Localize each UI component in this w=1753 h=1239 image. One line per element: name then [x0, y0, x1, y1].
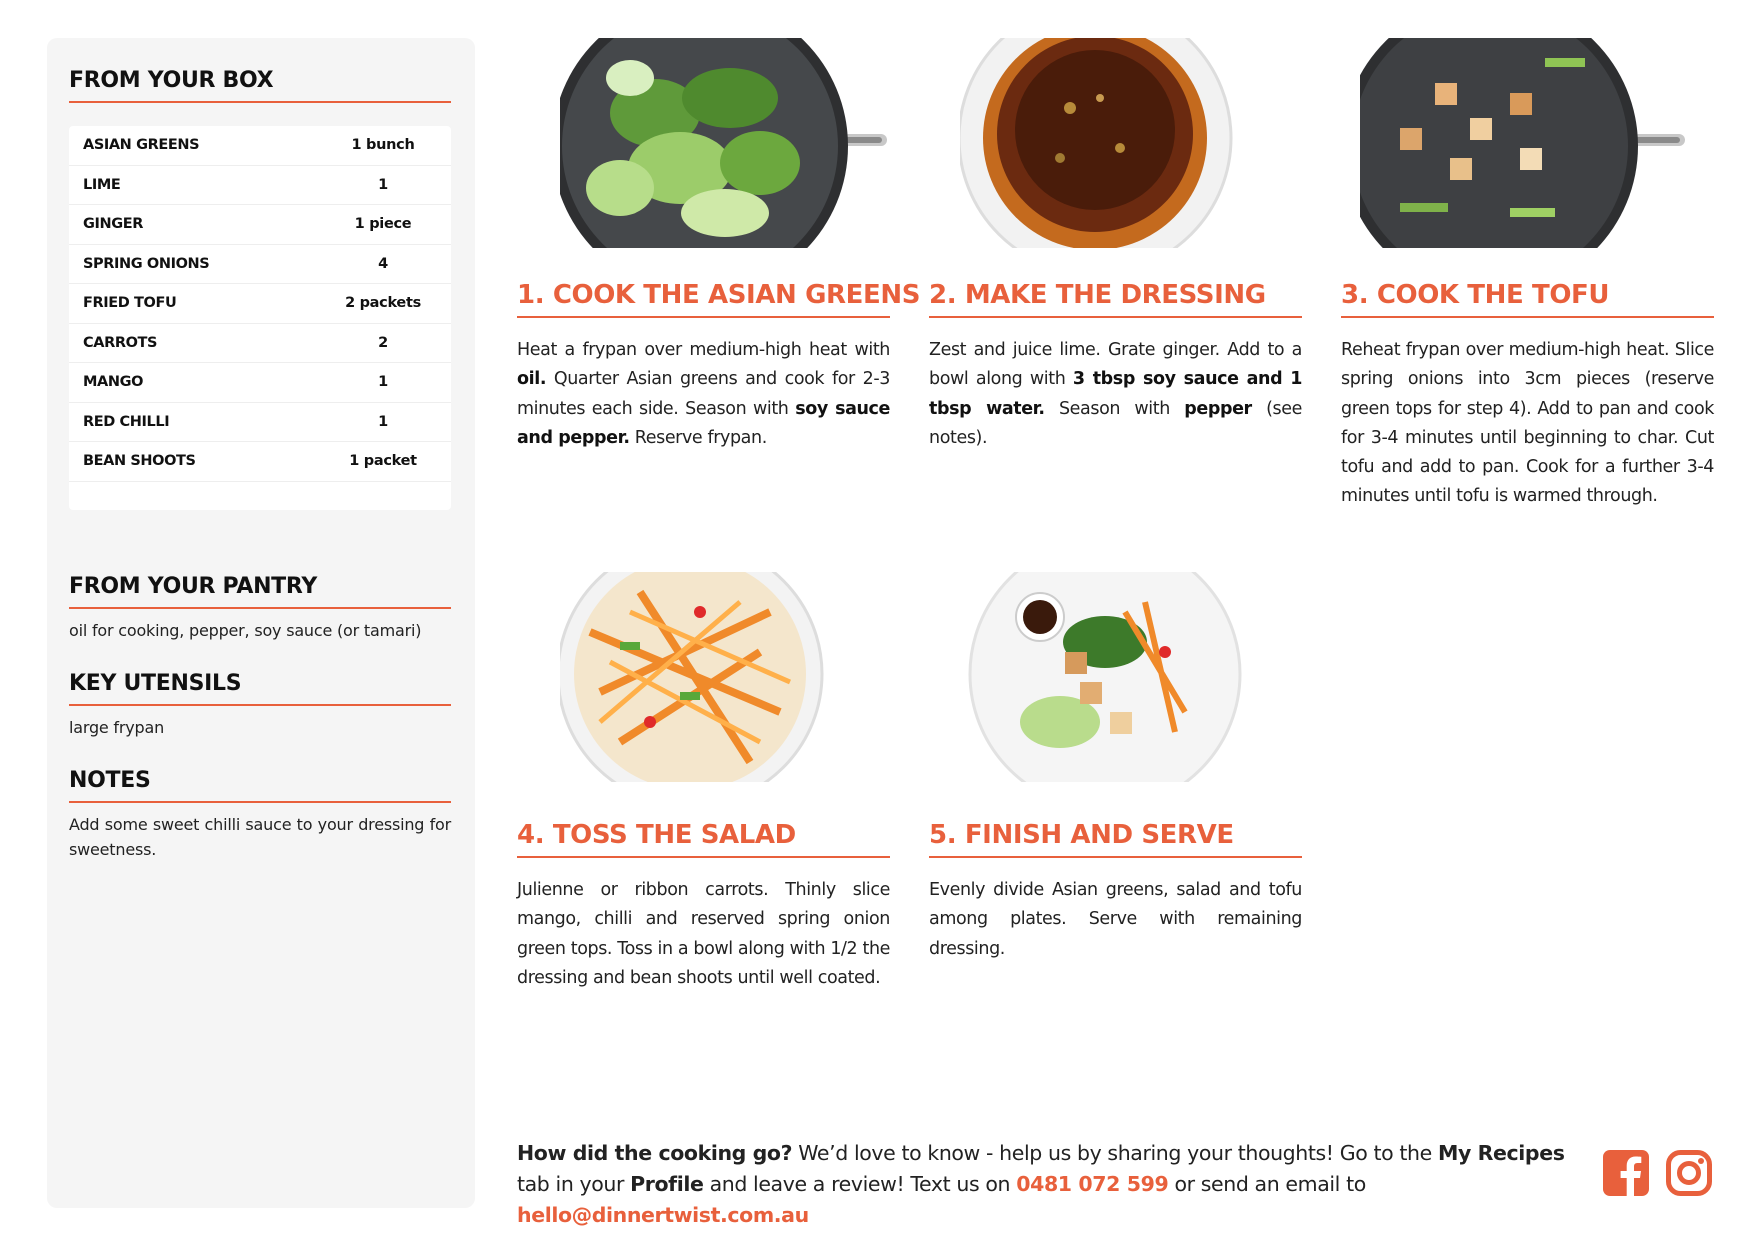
ingredient-qty: 1 piece [354, 216, 412, 233]
ingredient-qty: 1 [378, 374, 388, 391]
ingredient-row [69, 205, 451, 245]
ingredients-table [69, 126, 451, 510]
ingredient-row [69, 403, 451, 443]
step-2-photo [960, 38, 1240, 248]
text-segment: (see notes). [929, 398, 1302, 448]
ingredient-row [69, 324, 451, 364]
ingredient-row [69, 245, 451, 285]
ingredient-name: FRIED TOFU [83, 295, 177, 312]
step-2-body [929, 336, 1302, 453]
step-1-photo [560, 38, 890, 248]
step-5-title: 5. FINISH AND SERVE [929, 820, 1302, 858]
ingredient-qty: 2 [378, 334, 388, 351]
text-segment: Evenly divide Asian greens, salad and tofu among plates. Serve with remaining dressing. [929, 880, 1302, 959]
notes-text: Add some sweet chilli sauce to your dressing for sweetness. [69, 815, 451, 859]
step-3-title: 3. COOK THE TOFU [1341, 280, 1714, 318]
ingredient-qty: 1 [378, 176, 388, 193]
text-segment: Season with [1044, 398, 1185, 419]
contact-link[interactable]: hello@dinnertwist.com.au [517, 1203, 809, 1227]
text-segment: Reserve frypan. [629, 427, 767, 448]
ingredient-row [69, 166, 451, 206]
bold-text: How did the cooking go? [517, 1141, 793, 1165]
facebook-icon[interactable] [1603, 1150, 1649, 1196]
step-4-photo [560, 572, 840, 782]
ingredient-row [69, 126, 451, 166]
ingredient-name: RED CHILLI [83, 413, 170, 430]
step-2-title: 2. MAKE THE DRESSING [929, 280, 1302, 318]
utensils-text: large frypan [69, 718, 165, 737]
sidebar [47, 38, 475, 1208]
text-segment: Julienne or ribbon carrots. Thinly slice mango, chilli and reserved spring onion green tops. Toss in a bowl along with 1/2 the dressing and bean shoots until well coated. [517, 880, 890, 988]
step-3-photo [1360, 38, 1690, 248]
bold-text: oil. [517, 369, 547, 390]
bold-text: 3 tbsp soy sauce and 1 tbsp water. [929, 369, 1302, 419]
notes-heading: NOTES [69, 768, 451, 803]
ingredient-qty: 2 packets [345, 295, 421, 312]
text-segment: Quarter Asian greens and cook for 2-3 minutes each side. Season with [517, 369, 890, 419]
bold-text: My Recipes [1437, 1141, 1565, 1165]
ingredient-qty: 1 packet [349, 453, 417, 470]
step-1-title: 1. COOK THE ASIAN GREENS [517, 280, 890, 318]
from-your-box-heading: FROM YOUR BOX [69, 68, 451, 103]
ingredient-name: GINGER [83, 216, 144, 233]
text-segment: tab in your [517, 1172, 631, 1196]
ingredient-name: LIME [83, 176, 121, 193]
ingredient-name: MANGO [83, 374, 144, 391]
step-3-body [1341, 336, 1714, 512]
ingredient-row [69, 284, 451, 324]
step-1-body [517, 336, 890, 453]
step-5-body [929, 876, 1302, 964]
ingredient-qty: 1 [378, 413, 388, 430]
text-segment: Zest and juice lime. Grate ginger. Add to a bowl along with [929, 340, 1302, 390]
bold-text: Profile [630, 1172, 704, 1196]
ingredient-name: BEAN SHOOTS [83, 453, 196, 470]
contact-link[interactable]: 0481 072 599 [1016, 1172, 1169, 1196]
step-4-title: 4. TOSS THE SALAD [517, 820, 890, 858]
pantry-text: oil for cooking, pepper, soy sauce (or tamari) [69, 621, 422, 640]
step-4-body [517, 876, 890, 993]
text-segment: and leave a review! Text us on [703, 1172, 1017, 1196]
text-segment: We’d love to know - help us by sharing your thoughts! Go to the [792, 1141, 1438, 1165]
key-utensils-heading: KEY UTENSILS [69, 671, 451, 706]
feedback-message [517, 1138, 1577, 1231]
ingredient-name: SPRING ONIONS [83, 255, 210, 272]
ingredient-qty: 4 [378, 255, 388, 272]
bold-text: soy sauce and pepper. [517, 398, 891, 448]
text-segment: Reheat frypan over medium-high heat. Slice spring onions into 3cm pieces (reserve green tops for step 4). Add to pan and cook for 3-4 minutes until beginning to char. Cut tofu and add to pan. Cook for a further 3-4 minutes until tofu is warmed through. [1341, 340, 1714, 507]
ingredient-row [69, 363, 451, 403]
instagram-icon[interactable] [1666, 1150, 1712, 1196]
ingredient-name: ASIAN GREENS [83, 137, 200, 154]
ingredient-row [69, 442, 451, 482]
bold-text: pepper [1184, 398, 1252, 419]
from-your-pantry-heading: FROM YOUR PANTRY [69, 574, 451, 609]
text-segment: or send an email to [1168, 1172, 1366, 1196]
ingredient-name: CARROTS [83, 334, 158, 351]
step-5-photo [965, 572, 1245, 782]
text-segment: Heat a frypan over medium-high heat with [517, 340, 890, 360]
ingredient-qty: 1 bunch [351, 137, 415, 154]
